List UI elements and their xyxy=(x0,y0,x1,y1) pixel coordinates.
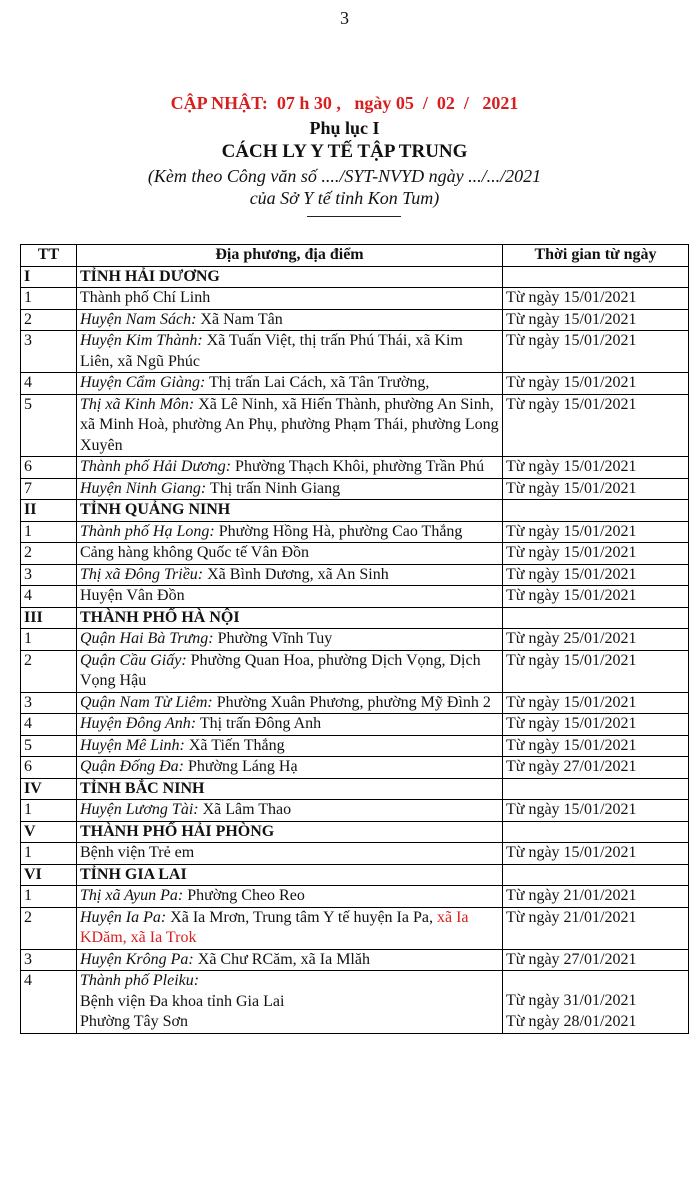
row-number: 1 xyxy=(21,288,77,310)
row-location xyxy=(77,800,503,822)
row-date: Từ ngày 25/01/2021 xyxy=(503,629,689,651)
row-number: 4 xyxy=(21,586,77,608)
section-row xyxy=(21,607,689,629)
row-date: Từ ngày 15/01/2021 xyxy=(503,564,689,586)
row-number: 1 xyxy=(21,886,77,908)
section-name: TỈNH QUẢNG NINH xyxy=(77,500,503,522)
row-location xyxy=(77,907,503,949)
row-number: 1 xyxy=(21,843,77,865)
row-number: 3 xyxy=(21,949,77,971)
admin-unit: Thị xã Đông Triều: xyxy=(80,565,204,583)
row-location xyxy=(77,735,503,757)
row-date: Từ ngày 15/01/2021 xyxy=(503,543,689,565)
row-date: Từ ngày 15/01/2021 xyxy=(503,457,689,479)
location-detail: Thị trấn Lai Cách, xã Tân Trường, xyxy=(205,374,430,391)
admin-unit: Quận Đống Đa: xyxy=(80,758,184,775)
location-detail: Phường Quan Hoa, phường Dịch Vọng, Dịch Vọng Hậu xyxy=(80,651,481,689)
admin-unit: Huyện Nam Sách: xyxy=(80,310,197,328)
section-number: I xyxy=(21,266,77,288)
row-number: 1 xyxy=(21,800,77,822)
location-detail: Phường Láng Hạ xyxy=(184,758,298,775)
table-row xyxy=(21,309,689,331)
admin-unit: Huyện Ninh Giang: xyxy=(80,479,207,497)
subtitle-line-2: của Sở Y tế tỉnh Kon Tum) xyxy=(249,188,440,208)
table-row xyxy=(21,843,689,865)
row-date: Từ ngày 28/01/2021 xyxy=(506,1012,637,1030)
table-row xyxy=(21,650,689,692)
location-detail: Thị trấn Đông Anh xyxy=(196,715,322,732)
section-number: III xyxy=(21,607,77,629)
row-date: Từ ngày 15/01/2021 xyxy=(503,735,689,757)
row-location xyxy=(77,373,503,395)
location-detail: Huyện Vân Đồn xyxy=(80,587,185,604)
location-detail: Bệnh viện Trẻ em xyxy=(80,844,195,861)
location-detail: Xã Tuấn Việt, thị trấn Phú Thái, xã Kim Liên, xã Ngũ Phúc xyxy=(80,332,463,370)
header-place: Địa phương, địa điểm xyxy=(77,245,503,267)
section-row xyxy=(21,778,689,800)
table-row xyxy=(21,394,689,457)
table-row xyxy=(21,373,689,395)
update-line: CẬP NHẬT: 07 h 30 , ngày 05 / 02 / 2021 xyxy=(170,93,519,113)
admin-unit: Huyện Cẩm Giàng: xyxy=(80,374,206,391)
row-date: Từ ngày 27/01/2021 xyxy=(503,949,689,971)
row-number: 6 xyxy=(21,457,77,479)
section-empty-cell xyxy=(503,778,689,800)
row-number: 6 xyxy=(21,757,77,779)
subtitle-line-1: (Kèm theo Công văn số ..../SYT-NVYD ngày .../.../2021 xyxy=(147,166,542,186)
row-location xyxy=(77,949,503,971)
admin-unit: Huyện Mê Linh: xyxy=(80,736,185,754)
row-location xyxy=(77,394,503,457)
row-dates xyxy=(503,971,689,1034)
location-detail: Xã Bình Dương, xã An Sinh xyxy=(203,565,389,583)
location-item: Bệnh viện Đa khoa tỉnh Gia Lai xyxy=(80,992,285,1010)
location-detail: Xã Lâm Thao xyxy=(198,801,292,818)
row-location xyxy=(77,843,503,865)
location-detail: Phường Hồng Hà, phường Cao Thắng xyxy=(214,522,463,540)
admin-unit: Huyện Đông Anh: xyxy=(80,715,197,732)
row-date: Từ ngày 15/01/2021 xyxy=(503,478,689,500)
section-row xyxy=(21,266,689,288)
location-detail: Xã Chư RCăm, xã Ia Mlăh xyxy=(193,950,370,968)
row-location xyxy=(77,543,503,565)
table-row xyxy=(21,521,689,543)
location-detail-highlight: xã Ia KDăm, xã Ia Trok xyxy=(80,908,469,946)
row-date: Từ ngày 27/01/2021 xyxy=(503,757,689,779)
row-location xyxy=(77,971,503,1034)
row-location xyxy=(77,650,503,692)
section-number: VI xyxy=(21,864,77,886)
row-date: Từ ngày 15/01/2021 xyxy=(503,521,689,543)
admin-unit: Huyện Krông Pa: xyxy=(80,950,194,968)
row-location xyxy=(77,478,503,500)
row-location xyxy=(77,521,503,543)
row-date: Từ ngày 15/01/2021 xyxy=(503,650,689,692)
location-detail: Xã Lê Ninh, xã Hiến Thành, phường An Sinh, xã Minh Hoà, phường An Phụ, phường Phạm Thái, phường Long Xuyên xyxy=(80,395,499,454)
title-divider xyxy=(307,216,401,217)
section-row xyxy=(21,864,689,886)
section-row xyxy=(21,821,689,843)
location-detail: Xã Tiến Thắng xyxy=(184,736,285,754)
section-empty-cell xyxy=(503,607,689,629)
location-detail: Phường Vĩnh Tuy xyxy=(213,630,333,647)
section-empty-cell xyxy=(503,500,689,522)
subtitle xyxy=(0,165,689,209)
table-row xyxy=(21,949,689,971)
row-number: 2 xyxy=(21,907,77,949)
row-location xyxy=(77,692,503,714)
row-date: Từ ngày 21/01/2021 xyxy=(503,907,689,949)
row-date: Từ ngày 15/01/2021 xyxy=(503,692,689,714)
row-location xyxy=(77,457,503,479)
row-number: 2 xyxy=(21,309,77,331)
row-number: 4 xyxy=(21,714,77,736)
table-header-row xyxy=(21,245,689,267)
admin-unit: Huyện Kim Thành: xyxy=(80,332,203,349)
admin-unit: Huyện Lương Tài: xyxy=(80,801,199,818)
table-row xyxy=(21,564,689,586)
admin-unit: Huyện Ia Pa: xyxy=(80,908,167,926)
section-empty-cell xyxy=(503,864,689,886)
row-number: 3 xyxy=(21,331,77,373)
section-name: TỈNH GIA LAI xyxy=(77,864,503,886)
row-date: Từ ngày 15/01/2021 xyxy=(503,309,689,331)
row-number: 4 xyxy=(21,971,77,1034)
location-detail: Phường Xuân Phương, phường Mỹ Đình 2 xyxy=(212,693,491,711)
location-detail: Cảng hàng không Quốc tế Vân Đồn xyxy=(80,544,309,561)
admin-unit: Thị xã Kinh Môn: xyxy=(80,395,195,413)
location-item: Phường Tây Sơn xyxy=(80,1013,188,1030)
section-name: THÀNH PHỐ HẢI PHÒNG xyxy=(77,821,503,843)
admin-unit: Quận Hai Bà Trưng: xyxy=(80,630,214,647)
admin-unit: Quận Nam Từ Liêm: xyxy=(80,693,213,711)
row-date: Từ ngày 15/01/2021 xyxy=(503,843,689,865)
row-number: 2 xyxy=(21,650,77,692)
row-location xyxy=(77,288,503,310)
table-row xyxy=(21,800,689,822)
admin-unit: Thành phố Hạ Long: xyxy=(80,522,215,540)
row-number: 5 xyxy=(21,394,77,457)
row-date: Từ ngày 15/01/2021 xyxy=(503,373,689,395)
row-location xyxy=(77,757,503,779)
row-date: Từ ngày 31/01/2021 xyxy=(506,992,637,1009)
table-row xyxy=(21,757,689,779)
table-row xyxy=(21,288,689,310)
admin-unit: Thị xã Ayun Pa: xyxy=(80,887,184,904)
row-location xyxy=(77,629,503,651)
row-location xyxy=(77,714,503,736)
table-row xyxy=(21,629,689,651)
appendix-label: Phụ lục I xyxy=(309,118,380,138)
location-detail: Phường Cheo Reo xyxy=(183,887,305,904)
location-detail: Phường Thạch Khôi, phường Trần Phú xyxy=(231,458,485,475)
header-time: Thời gian từ ngày xyxy=(503,245,689,267)
section-name: TỈNH BẮC NINH xyxy=(77,778,503,800)
admin-unit: Thành phố Hải Dương: xyxy=(80,458,232,475)
table-row xyxy=(21,331,689,373)
table-row xyxy=(21,543,689,565)
admin-unit: Thành phố Pleiku: xyxy=(80,972,200,989)
section-name: TỈNH HẢI DƯƠNG xyxy=(77,266,503,288)
row-number: 3 xyxy=(21,564,77,586)
row-date: Từ ngày 15/01/2021 xyxy=(503,586,689,608)
location-detail: Thị trấn Ninh Giang xyxy=(206,479,341,497)
row-location xyxy=(77,309,503,331)
table-row xyxy=(21,886,689,908)
row-location xyxy=(77,586,503,608)
admin-unit: Quận Cầu Giấy: xyxy=(80,651,187,669)
section-empty-cell xyxy=(503,266,689,288)
row-location xyxy=(77,331,503,373)
document-title: CÁCH LY Y TẾ TẬP TRUNG xyxy=(221,141,468,162)
row-number: 5 xyxy=(21,735,77,757)
location-detail: Xã Ia Mrơn, Trung tâm Y tế huyện Ia Pa, xyxy=(166,908,437,926)
section-empty-cell xyxy=(503,821,689,843)
row-location xyxy=(77,886,503,908)
section-number: II xyxy=(21,500,77,522)
row-number: 1 xyxy=(21,521,77,543)
table-row xyxy=(21,714,689,736)
section-number: IV xyxy=(21,778,77,800)
row-date: Từ ngày 15/01/2021 xyxy=(503,714,689,736)
header-tt: TT xyxy=(21,245,77,267)
row-number: 3 xyxy=(21,692,77,714)
row-number: 1 xyxy=(21,629,77,651)
row-number: 4 xyxy=(21,373,77,395)
row-location xyxy=(77,564,503,586)
pleiku-section xyxy=(21,971,689,1034)
location-detail: Thành phố Chí Linh xyxy=(80,289,211,306)
table-row xyxy=(21,735,689,757)
row-date: Từ ngày 15/01/2021 xyxy=(503,288,689,310)
table-row xyxy=(21,478,689,500)
table-row xyxy=(21,457,689,479)
row-number: 2 xyxy=(21,543,77,565)
row-number: 7 xyxy=(21,478,77,500)
page-number: 3 xyxy=(340,8,349,28)
table-row xyxy=(21,907,689,949)
table-body xyxy=(21,266,689,971)
row-date: Từ ngày 15/01/2021 xyxy=(503,394,689,457)
section-number: V xyxy=(21,821,77,843)
section-name: THÀNH PHỐ HÀ NỘI xyxy=(77,607,503,629)
row-date: Từ ngày 21/01/2021 xyxy=(503,886,689,908)
table-row xyxy=(21,971,689,1034)
row-date: Từ ngày 15/01/2021 xyxy=(503,331,689,373)
section-row xyxy=(21,500,689,522)
location-detail: Xã Nam Tân xyxy=(196,310,283,328)
isolation-table xyxy=(20,244,689,1034)
row-date: Từ ngày 15/01/2021 xyxy=(503,800,689,822)
table-row xyxy=(21,692,689,714)
table-row xyxy=(21,586,689,608)
